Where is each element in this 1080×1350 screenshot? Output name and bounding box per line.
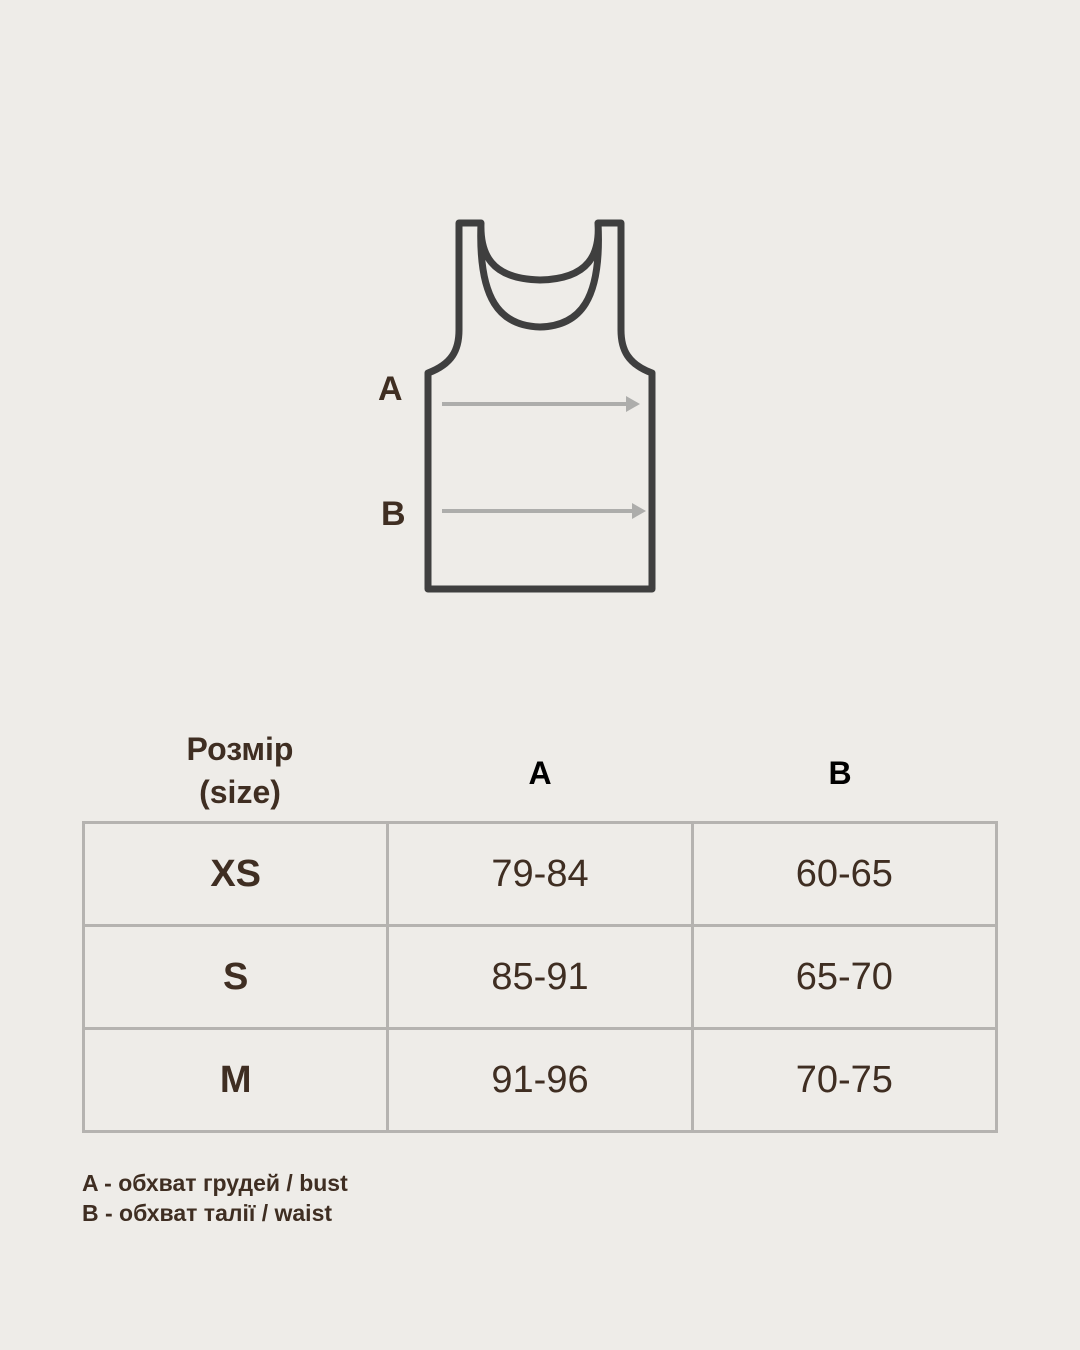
table-row (84, 926, 997, 1029)
arrow-b (442, 503, 646, 519)
size-cell: S (84, 926, 388, 1029)
arrow-a (442, 396, 640, 412)
b-cell: 65-70 (692, 926, 996, 1029)
a-cell: 79-84 (388, 823, 692, 926)
marker-a-label: A (378, 370, 403, 408)
a-cell: 91-96 (388, 1029, 692, 1132)
header-size (140, 728, 340, 814)
header-b: B (828, 755, 852, 791)
tank-top-diagram (0, 0, 1080, 660)
size-cell: XS (84, 823, 388, 926)
header-a: A (528, 755, 552, 791)
table-row (84, 823, 997, 926)
size-cell: M (84, 1029, 388, 1132)
legend-b: B - обхват талії / waist (82, 1200, 333, 1226)
header-size-line1: Розмір (186, 731, 294, 767)
b-cell: 70-75 (692, 1029, 996, 1132)
legend-a: A - обхват грудей / bust (82, 1170, 348, 1196)
legend (82, 1168, 348, 1228)
marker-b-label: B (381, 495, 406, 533)
header-size-line2: (size) (199, 774, 281, 810)
b-cell: 60-65 (692, 823, 996, 926)
table-row (84, 1029, 997, 1132)
size-table (82, 821, 998, 1133)
a-cell: 85-91 (388, 926, 692, 1029)
